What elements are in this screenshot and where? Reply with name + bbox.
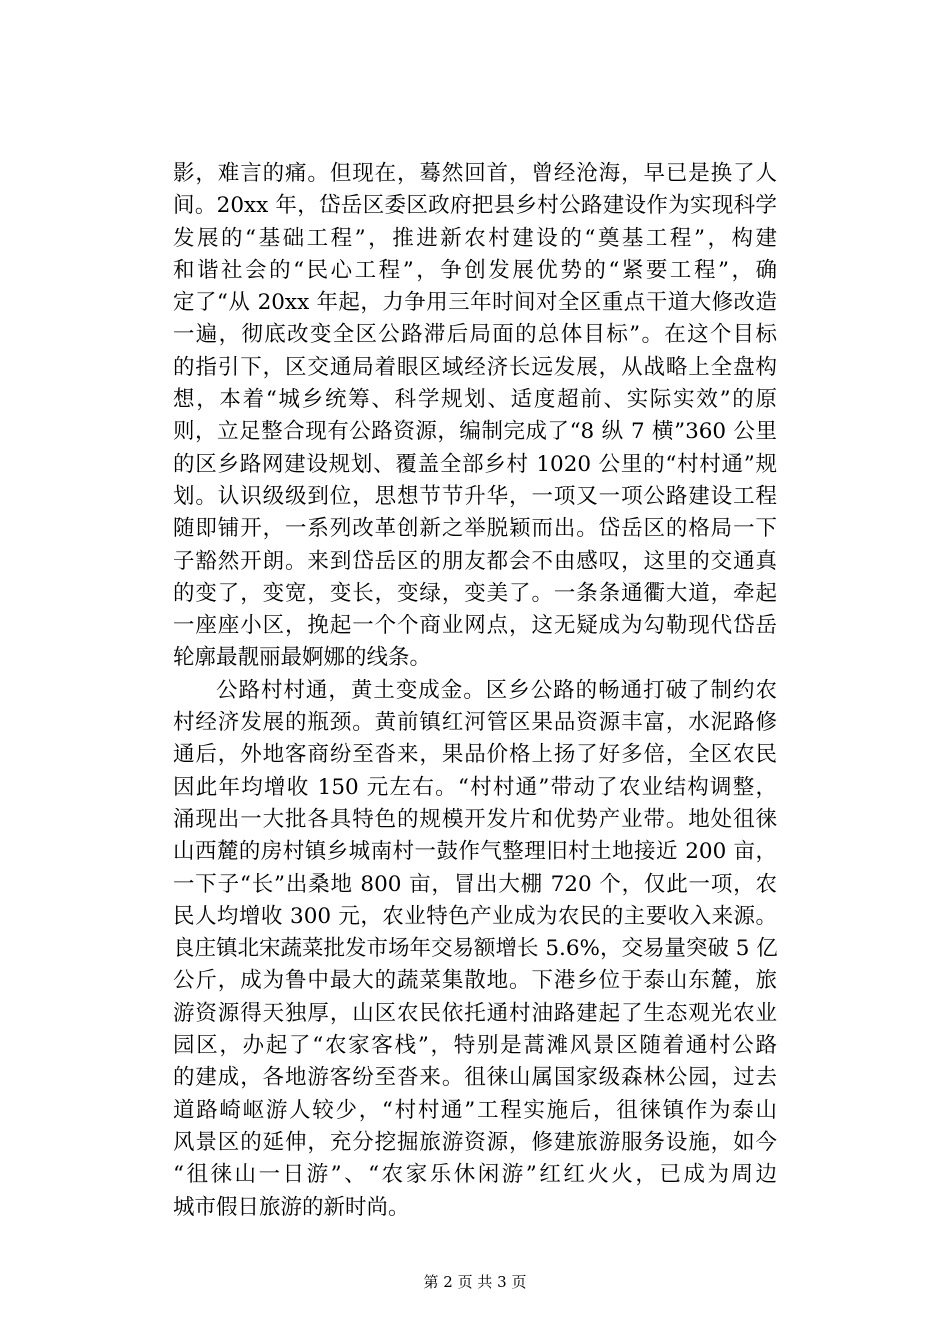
text-line: 城市假日旅游的新时尚。 bbox=[173, 1194, 410, 1220]
text-line: 的建成，各地游客纷至沓来。徂徕山属国家级森林公园，过去 bbox=[173, 1065, 777, 1091]
text-line: 轮廓最靓丽最婀娜的线条。 bbox=[173, 645, 432, 671]
text-line: 良庄镇北宋蔬菜批发市场年交易额增长 5.6%，交易量突破 5 亿 bbox=[173, 936, 778, 962]
text-line: 通后，外地客商纷至沓来，果品价格上扬了好多倍，全区农民 bbox=[173, 742, 777, 768]
text-line: 风景区的延伸，充分挖掘旅游资源，修建旅游服务设施，如今 bbox=[173, 1129, 777, 1155]
text-line: 道路崎岖游人较少，“村村通”工程实施后，徂徕镇作为泰山 bbox=[173, 1097, 777, 1123]
text-line: 想，本着“城乡统筹、科学规划、适度超前、实际实效”的原 bbox=[173, 387, 777, 413]
page-number-footer: 第 2 页 共 3 页 bbox=[423, 1273, 527, 1291]
text-line: 一遍，彻底改变全区公路滞后局面的总体目标”。在这个目标 bbox=[173, 322, 777, 348]
text-line: 划。认识级级到位，思想节节升华，一项又一项公路建设工程 bbox=[173, 483, 777, 509]
text-line: 随即铺开，一系列改革创新之举脱颖而出。岱岳区的格局一下 bbox=[173, 516, 777, 542]
text-line: 一下子“长”出桑地 800 亩，冒出大棚 720 个，仅此一项，农 bbox=[173, 871, 777, 897]
paragraph-1 bbox=[173, 158, 777, 675]
text-line: 因此年均增收 150 元左右。“村村通”带动了农业结构调整， bbox=[173, 774, 777, 800]
text-line: 定了“从 20xx 年起，力争用三年时间对全区重点干道大修改造 bbox=[173, 290, 777, 316]
text-line: 民人均增收 300 元，农业特色产业成为农民的主要收入来源。 bbox=[173, 903, 777, 929]
text-line: 涌现出一大批各具特色的规模开发片和优势产业带。地处徂徕 bbox=[173, 806, 777, 832]
text-line: “徂徕山一日游”、“农家乐休闲游”红红火火，已成为周边 bbox=[173, 1162, 777, 1188]
text-line: 山西麓的房村镇乡城南村一鼓作气整理旧村土地接近 200 亩， bbox=[173, 839, 777, 865]
text-line: 发展的“基础工程”，推进新农村建设的“奠基工程”，构建 bbox=[173, 225, 777, 251]
paragraph-2 bbox=[173, 675, 777, 1224]
text-line: 公斤，成为鲁中最大的蔬菜集散地。下港乡位于泰山东麓，旅 bbox=[173, 968, 777, 994]
text-line: 的区乡路网建设规划、覆盖全部乡村 1020 公里的“村村通”规 bbox=[173, 451, 777, 477]
document-body bbox=[173, 158, 777, 1224]
text-line: 则，立足整合现有公路资源，编制完成了“8 纵 7 横”360 公里 bbox=[173, 419, 777, 445]
text-line: 子豁然开朗。来到岱岳区的朋友都会不由感叹，这里的交通真 bbox=[173, 548, 777, 574]
text-line: 游资源得天独厚，山区农民依托通村油路建起了生态观光农业 bbox=[173, 1000, 777, 1026]
text-line: 一座座小区，挽起一个个商业网点，这无疑成为勾勒现代岱岳 bbox=[173, 613, 777, 639]
text-line: 间。20xx 年，岱岳区委区政府把县乡村公路建设作为实现科学 bbox=[173, 193, 777, 219]
text-line: 的指引下，区交通局着眼区域经济长远发展，从战略上全盘构 bbox=[173, 354, 777, 380]
text-line: 的变了，变宽，变长，变绿，变美了。一条条通衢大道，牵起 bbox=[173, 580, 777, 606]
text-line: 园区，办起了“农家客栈”，特别是蒿滩风景区随着通村公路 bbox=[173, 1033, 777, 1059]
text-line: 影，难言的痛。但现在，蓦然回首，曾经沧海，早已是换了人 bbox=[173, 161, 777, 186]
text-line: 公路村村通，黄土变成金。区乡公路的畅通打破了制约农 bbox=[216, 677, 777, 703]
text-line: 村经济发展的瓶颈。黄前镇红河管区果品资源丰富，水泥路修 bbox=[173, 710, 777, 736]
text-line: 和谐社会的“民心工程”，争创发展优势的“紧要工程”，确 bbox=[173, 257, 777, 283]
